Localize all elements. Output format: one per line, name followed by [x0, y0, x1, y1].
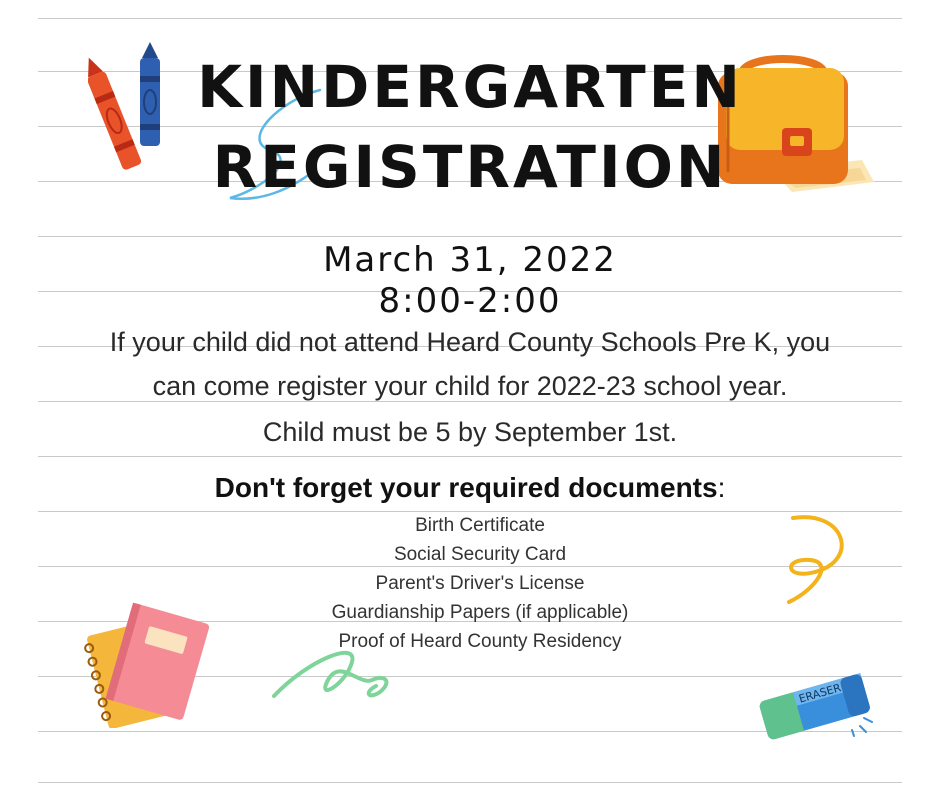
eraser-icon: [752, 660, 882, 740]
page-title-line2: REGISTRATION: [212, 133, 728, 201]
list-item: Birth Certificate: [415, 515, 545, 536]
ruled-line: [38, 782, 902, 783]
page-title-line1: KINDERGARTEN: [197, 53, 743, 121]
eraser-label: ERASER: [797, 681, 843, 706]
list-item: Proof of Heard County Residency: [338, 631, 622, 652]
documents-heading: [0, 474, 940, 502]
info-line: can come register your child for 2022-23 school year.: [152, 371, 788, 401]
yellow-squiggle-icon: [775, 510, 865, 610]
info-line: If your child did not attend Heard County Schools Pre K, you: [109, 327, 831, 357]
ruled-line: [38, 236, 902, 237]
info-line: Child must be 5 by September 1st.: [262, 417, 678, 447]
list-item: Parent's Driver's License: [375, 573, 585, 594]
ruled-line: [38, 18, 902, 19]
ruled-line: [38, 456, 902, 457]
event-date: March 31, 2022: [323, 240, 617, 280]
documents-heading-suffix: :: [717, 472, 726, 503]
green-squiggle-icon: [268, 640, 398, 710]
list-item: Social Security Card: [393, 544, 567, 565]
list-item: Guardianship Papers (if applicable): [331, 602, 629, 623]
ruled-line: [38, 401, 902, 402]
notebooks-icon: [82, 600, 212, 728]
documents-heading-text: Don't forget your required documents: [214, 472, 718, 503]
event-time: 8:00-2:00: [378, 281, 562, 321]
